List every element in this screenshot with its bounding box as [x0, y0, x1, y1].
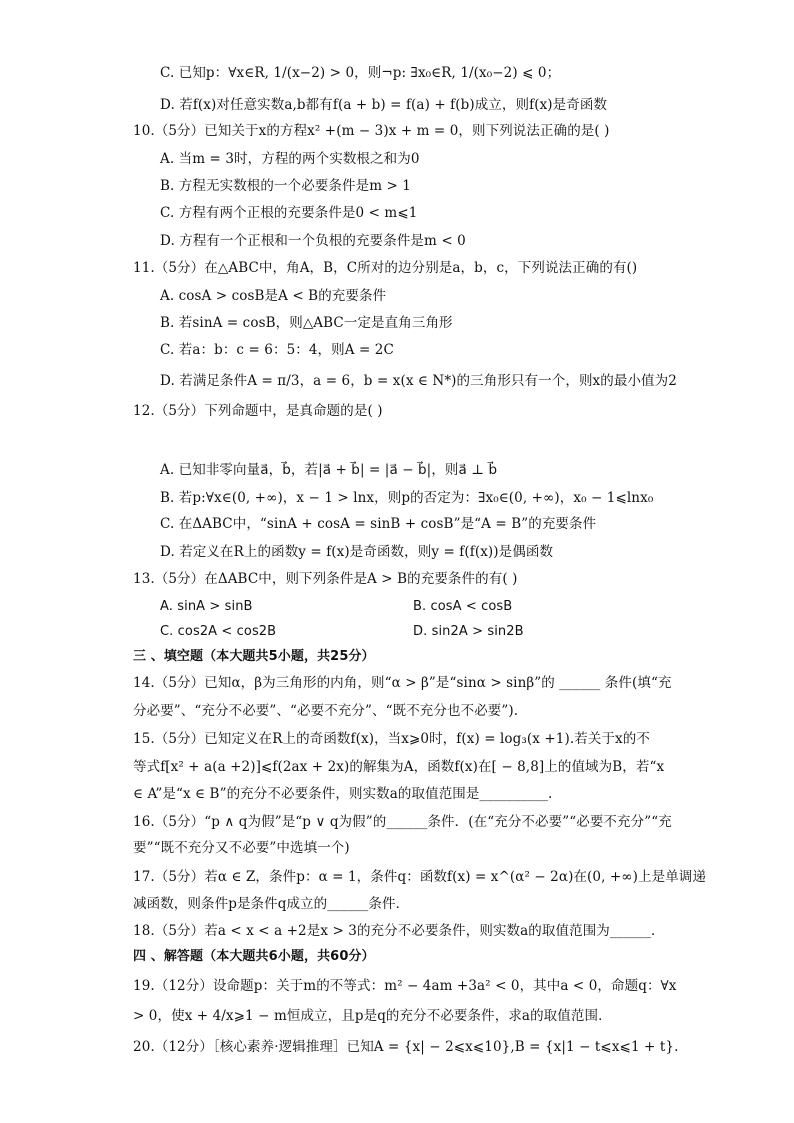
q17-stem-line1: 17.（5分）若α ∈ Z，条件p：α = 1，条件q：函数f(x) = x^(α² − 2α)在(0, +∞)上是单调递: [133, 869, 706, 885]
section-3-heading: 三 、填空题（本大题共5小题，共25分）: [133, 649, 375, 664]
q14-stem-line1: 14.（5分）已知α，β为三角形的内角，则“α > β”是“sinα > sinβ”的 ______ 条件(填“充: [133, 675, 672, 691]
q13-option-d: D. sin2A > sin2B: [413, 624, 524, 639]
q12-option-d: D. 若定义在R上的函数y = f(x)是奇函数，则y = f(f(x))是偶函数: [160, 544, 554, 560]
q20-stem: 20.（12分）［核心素养·逻辑推理］已知A = {x| − 2⩽x⩽10},B = {x|1 − t⩽x⩽1 + t}.: [133, 1039, 679, 1055]
q15-stem-line1: 15.（5分）已知定义在R上的奇函数f(x)，当x⩾0时，f(x) = log₃(x +1).若关于x的不: [133, 731, 650, 747]
q17-stem-line2: 减函数，则条件p是条件q成立的______条件．: [133, 896, 410, 912]
q11-option-c: C. 若a：b：c = 6：5：4，则A = 2C: [160, 342, 394, 358]
q11-option-b: B. 若sinA = cosB，则△ABC一定是直角三角形: [160, 315, 453, 331]
q12-option-b: B. 若p:∀x∈(0, +∞)，x − 1 > lnx，则p的否定为：∃x₀∈(0, +∞)，x₀ − 1⩽lnx₀: [160, 490, 654, 506]
q13-option-c: C. cos2A < cos2B: [160, 624, 277, 639]
q9-option-c: C. 已知p：∀x∈R, 1/(x−2) > 0，则¬p: ∃x₀∈R, 1/(x₀−2) ⩽ 0；: [160, 65, 561, 81]
q13-stem: 13.（5分）在ΔABC中，则下列条件是A > B的充要条件的有( ): [133, 571, 518, 587]
q10-stem: 10.（5分）已知关于x的方程x² +(m − 3)x + m = 0，则下列说法正确的是( ): [133, 123, 610, 139]
q12-option-a: A. 已知非零向量a⃗，b⃗，若|a⃗ + b⃗| = |a⃗ − b⃗|，则a⃗ ⊥ b⃗: [160, 462, 498, 478]
q19-stem-line2: > 0，使x + 4/x⩾1 − m恒成立，且p是q的充分不必要条件，求a的取值范围．: [133, 1008, 612, 1024]
q10-option-d: D. 方程有一个正根和一个负根的充要条件是m < 0: [160, 233, 466, 249]
q13-option-b: B. cosA < cosB: [413, 599, 513, 614]
q12-stem: 12.（5分）下列命题中，是真命题的是( ): [133, 403, 383, 419]
q11-option-d: D. 若满足条件A = π/3，a = 6，b = x(x ∈ N*)的三角形只有一个，则x的最小值为2: [160, 373, 677, 389]
q14-stem-line2: 分必要”、“充分不必要”、“必要不充分”、“既不充分也不必要”).: [133, 703, 519, 719]
section-4-heading: 四 、解答题（本大题共6小题，共60分）: [133, 949, 375, 964]
q10-option-c: C. 方程有两个正根的充要条件是0 < m⩽1: [160, 205, 418, 221]
q10-option-b: B. 方程无实数根的一个必要条件是m > 1: [160, 178, 411, 194]
q12-option-c: C. 在ΔABC中，“sinA + cosA = sinB + cosB”是“A = B”的充要条件: [160, 516, 597, 532]
q13-option-a: A. sinA > sinB: [160, 599, 253, 614]
q16-stem-line1: 16.（5分）“p ∧ q为假”是“p ∨ q为假”的______条件．(在“充分不必要”“必要不充分”“充: [133, 814, 672, 830]
q11-stem: 11.（5分）在△ABC中，角A，B，C所对的边分别是a，b，c，下列说法正确的有(): [133, 260, 638, 276]
q19-stem-line1: 19.（12分）设命题p：关于m的不等式：m² − 4am +3a² < 0，其中a < 0，命题q：∀x: [133, 978, 677, 994]
q10-option-a: A. 当m = 3时，方程的两个实数根之和为0: [160, 151, 420, 167]
q11-option-a: A. cosA > cosB是A < B的充要条件: [160, 288, 387, 304]
q18-stem: 18.（5分）若a < x < a +2是x > 3的充分不必要条件，则实数a的取值范围为______．: [133, 923, 665, 939]
q9-option-d: D. 若f(x)对任意实数a,b都有f(a + b) = f(a) + f(b)成立，则f(x)是奇函数: [160, 97, 608, 113]
q15-stem-line2: 等式f[x² + a(a +2)]⩽f(2ax + 2x)的解集为A，函数f(x)在[ − 8,8]上的值域为B，若“x: [133, 759, 665, 775]
q16-stem-line2: 要”“既不充分又不必要”中选填一个): [133, 840, 350, 856]
q15-stem-line3: ∈ A”是“x ∈ B”的充分不必要条件，则实数a的取值范围是__________.: [133, 786, 553, 802]
